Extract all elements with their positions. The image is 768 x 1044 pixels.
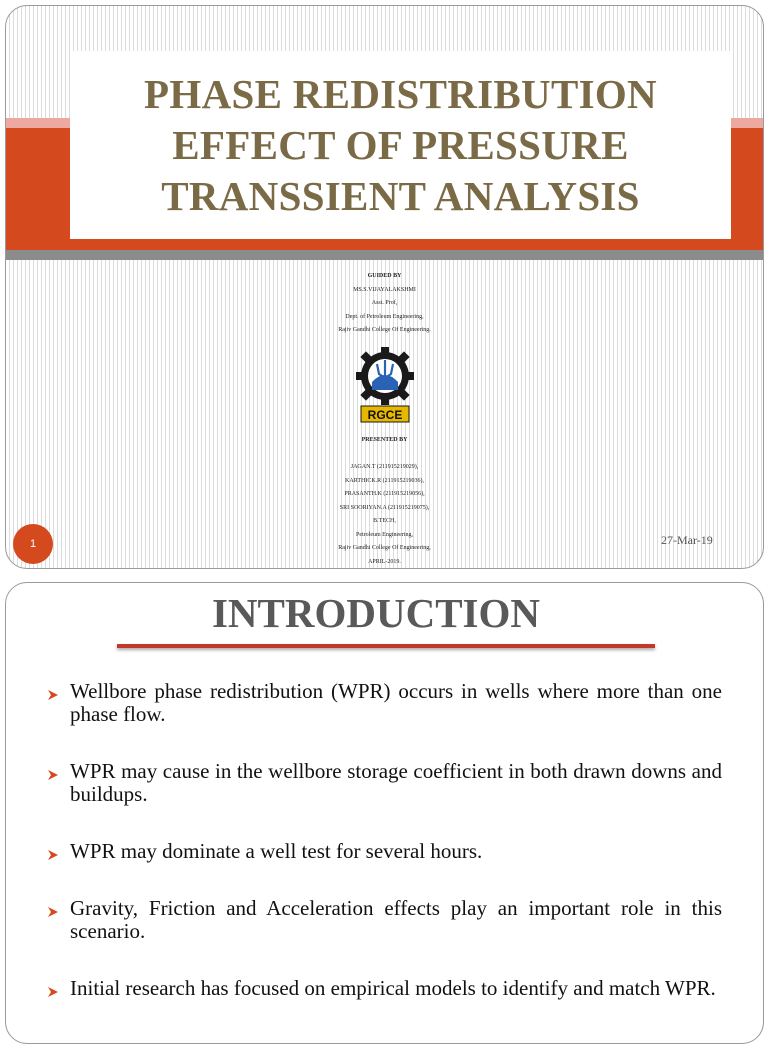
slide-title: PHASE REDISTRIBUTION EFFECT OF PRESSURE TRANSSIENT ANALYSIS <box>144 70 657 219</box>
department: Petroleum Engineering, <box>356 531 413 538</box>
college: Rajiv Gandhi College Of Engineering, <box>338 545 431 551</box>
intro-heading: INTRODUCTION <box>211 590 541 636</box>
bullet-item <box>46 680 722 726</box>
accent-band-grey <box>6 250 763 260</box>
bullet-text: WPR may dominate a well test for several hours. <box>70 839 483 863</box>
guided-by-block <box>6 270 763 338</box>
bullet-list <box>46 680 722 1000</box>
bullet-item <box>46 760 722 806</box>
bullet-item <box>46 977 722 1000</box>
bullet-text: Wellbore phase redistribution (WPR) occurs in wells where more than one phase flow. <box>70 679 722 726</box>
degree: B.TECH, <box>373 518 396 524</box>
bullet-text: WPR may cause in the wellbore storage coefficient in both drawn downs and buildups. <box>70 759 722 806</box>
presenter-4: SRI SOORIYAN.A (211915219075), <box>339 504 430 511</box>
arrow-bullet-icon <box>46 844 60 867</box>
arrow-bullet-icon <box>46 981 60 1004</box>
rgce-logo <box>355 346 415 428</box>
guide-department: Dept. of Petroleum Engineering, <box>345 313 424 320</box>
accent-band-light-right <box>731 118 763 128</box>
accent-band-light-left <box>6 118 70 128</box>
title-slide <box>5 5 764 569</box>
presenter-1: JAGAN.T (211915219029), <box>350 464 419 470</box>
presented-by-heading: PRESENTED BY <box>361 437 408 443</box>
title-box <box>70 51 731 239</box>
date-line: APRIL-2019. <box>368 558 401 565</box>
guide-designation: Asst. Prof, <box>371 300 398 306</box>
guided-by-heading: GUIDED BY <box>367 273 402 279</box>
arrow-bullet-icon <box>46 684 60 707</box>
introduction-slide <box>5 582 764 1044</box>
heading-underline <box>117 644 655 648</box>
bullet-text: Gravity, Friction and Acceleration effects play an important role in this scenario. <box>70 896 722 943</box>
slide-date: 27-Mar-19 <box>661 533 713 547</box>
guide-college: Rajiv Gandhi College Of Engineering. <box>338 327 431 333</box>
bullet-text: Initial research has focused on empirical models to identify and match WPR. <box>70 976 716 1000</box>
presented-by-block <box>6 434 763 569</box>
gear-icon <box>356 347 414 405</box>
arrow-bullet-icon <box>46 764 60 787</box>
presenter-3: PRASANTH.K (211915219056), <box>344 491 425 497</box>
slide-number-badge: 1 <box>13 524 53 564</box>
presenter-spacer <box>6 448 763 462</box>
bullet-item <box>46 840 722 863</box>
guide-name: MS.S.VIJAYALAKSHMI <box>353 286 416 293</box>
logo-text: RGCE <box>367 408 403 422</box>
bullet-item <box>46 897 722 943</box>
presenter-2: KARTHICK.R (211915219036), <box>345 477 424 484</box>
arrow-bullet-icon <box>46 901 60 924</box>
